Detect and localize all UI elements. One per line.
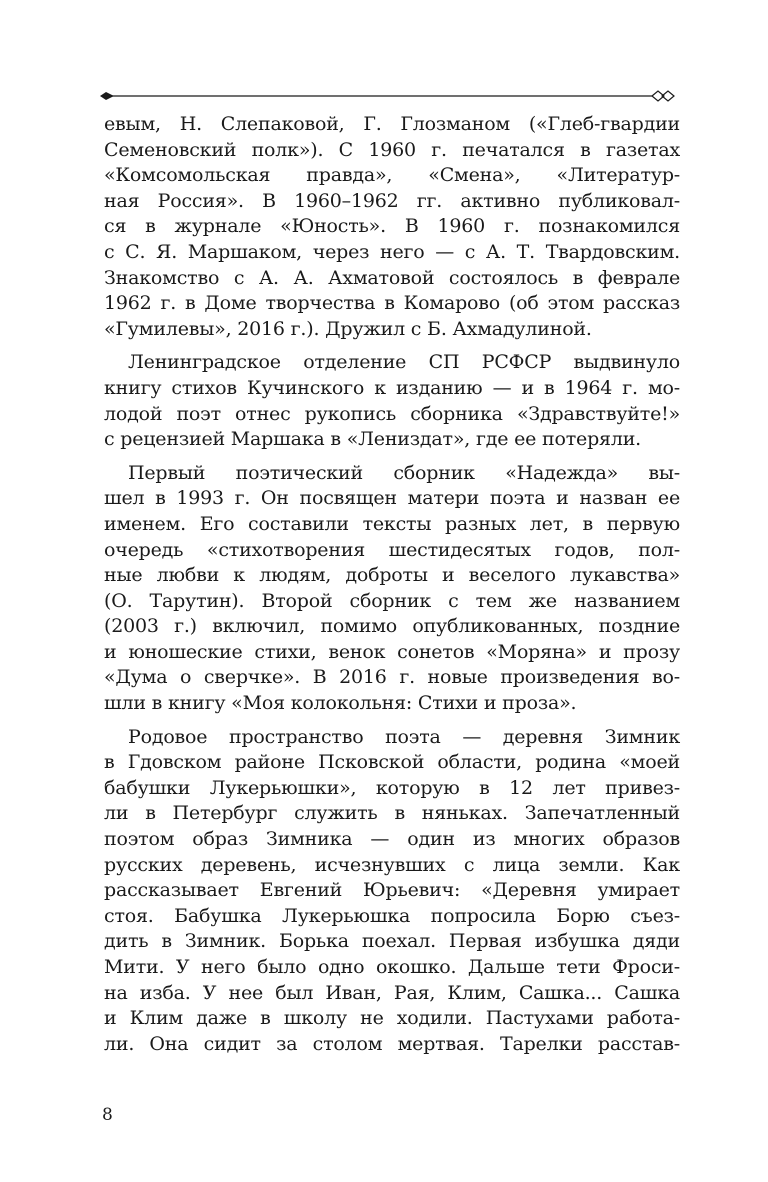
text-line: с С. Я. Маршаком, через него — с А. Т. Твардовским. bbox=[104, 240, 680, 263]
text-line: именем. Его составили тексты разных лет, в первую bbox=[104, 512, 680, 535]
text-line: дить в Зимник. Борька поехал. Первая избушка дяди bbox=[104, 930, 680, 953]
text-line: стоя. Бабушка Лукерьюшка попросила Борю съез- bbox=[104, 904, 680, 927]
paragraph bbox=[104, 350, 680, 452]
text-line: лодой поэт отнес рукопись сборника «Здравствуйте!» bbox=[104, 402, 680, 425]
text-line: с рецензией Маршака в «Лениздат», где ее потеряли. bbox=[104, 428, 642, 451]
text-line: шел в 1993 г. Он посвящен матери поэта и назван ее bbox=[104, 487, 680, 510]
text-line: и Клим даже в школу не ходили. Пастухами работа- bbox=[104, 1007, 680, 1030]
text-line: ные любви к людям, доброты и веселого лукавства» bbox=[104, 564, 680, 587]
paragraph-gap bbox=[104, 342, 680, 350]
paragraph bbox=[104, 112, 680, 342]
text-line: рассказывает Евгений Юрьевич: «Деревня умирает bbox=[104, 879, 680, 902]
paragraph bbox=[104, 725, 680, 1058]
text-line: книгу стихов Кучинского к изданию — и в 1964 г. мо- bbox=[104, 376, 680, 399]
page-number: 8 bbox=[102, 1105, 113, 1125]
text-line: «Дума о сверчке». В 2016 г. новые произведения во- bbox=[104, 666, 680, 689]
header-ornament-rule bbox=[100, 88, 678, 104]
text-line: Семеновский полк»). С 1960 г. печатался в газетах bbox=[104, 138, 680, 161]
text-line: бабушки Лукерьюшки», которую в 12 лет привез- bbox=[104, 776, 680, 799]
left-diamond-ornament bbox=[100, 92, 114, 100]
text-line: в Гдовском районе Псковской области, родина «моей bbox=[104, 751, 680, 774]
text-line: очередь «стихотворения шестидесятых годов, пол- bbox=[104, 538, 680, 561]
text-line: Знакомство с А. А. Ахматовой состоялось в феврале bbox=[104, 266, 680, 289]
body-text bbox=[104, 112, 680, 1057]
text-line: ли в Петербург служить в няньках. Запечатленный bbox=[104, 802, 680, 825]
text-line: ся в журнале «Юность». В 1960 г. познакомился bbox=[104, 215, 680, 238]
text-line: 1962 г. в Доме творчества в Комарово (об этом рассказ bbox=[104, 292, 680, 315]
text-line: Мити. У него было одно окошко. Дальше тети Фроси- bbox=[104, 956, 680, 978]
text-line: ная Россия». В 1960–1962 гг. активно публиковал- bbox=[104, 189, 680, 212]
paragraph-gap bbox=[104, 453, 680, 461]
text-line: ли. Она сидит за столом мертвая. Тарелки расстав- bbox=[104, 1032, 680, 1055]
text-line: Первый поэтический сборник «Надежда» вы- bbox=[128, 461, 680, 484]
text-line: «Комсомольская правда», «Смена», «Литератур- bbox=[104, 164, 680, 187]
text-line: и юношеские стихи, венок сонетов «Моряна» и прозу bbox=[104, 640, 680, 663]
text-line: русских деревень, исчезнувших с лица земли. Как bbox=[104, 853, 680, 876]
text-line: на изба. У нее был Иван, Рая, Клим, Сашка... Сашка bbox=[104, 981, 680, 1004]
text-line: «Гумилевы», 2016 г.). Дружил с Б. Ахмадулиной. bbox=[104, 317, 592, 340]
text-line: поэтом образ Зимника — один из многих образов bbox=[104, 828, 680, 851]
text-line: шли в книгу «Моя колокольня: Стихи и проза». bbox=[104, 692, 577, 715]
text-line: Ленинградское отделение СП РСФСР выдвинуло bbox=[128, 351, 680, 374]
text-line: Родовое пространство поэта — деревня Зимник bbox=[128, 725, 680, 748]
paragraph bbox=[104, 461, 680, 717]
paragraph-gap bbox=[104, 717, 680, 725]
text-line: (2003 г.) включил, помимо опубликованных, поздние bbox=[104, 615, 680, 638]
text-line: евым, Н. Слепаковой, Г. Глозманом («Глеб-гвардии bbox=[104, 113, 680, 135]
text-line: (О. Тарутин). Второй сборник с тем же названием bbox=[104, 589, 680, 612]
